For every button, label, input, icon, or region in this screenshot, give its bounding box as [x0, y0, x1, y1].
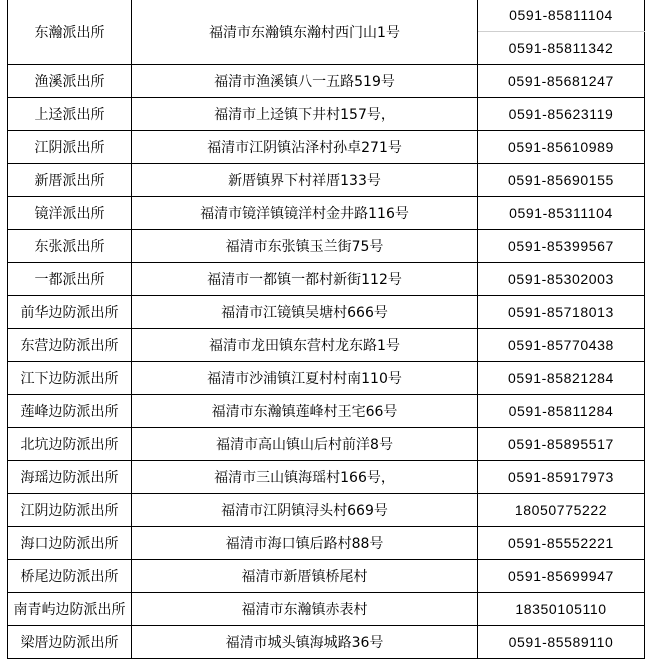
station-phone: 0591-85917973	[478, 461, 645, 494]
station-phone: 0591-85589110	[478, 626, 645, 659]
station-address: 福清市上迳镇下井村157号，	[132, 98, 478, 131]
station-name: 江阴边防派出所	[8, 494, 132, 527]
station-phone: 0591-85690155	[478, 164, 645, 197]
station-name: 东营边防派出所	[8, 329, 132, 362]
table-row	[8, 494, 645, 527]
station-address: 福清市城头镇海城路36号	[132, 626, 478, 659]
station-phone: 0591-85895517	[478, 428, 645, 461]
table-row	[8, 593, 645, 626]
station-phone: 0591-85302003	[478, 263, 645, 296]
station-name: 一都派出所	[8, 263, 132, 296]
station-name: 东瀚派出所	[8, 0, 132, 65]
station-phone: 0591-85811284	[478, 395, 645, 428]
station-phone: 0591-85311104	[478, 197, 645, 230]
station-name: 新厝派出所	[8, 164, 132, 197]
station-phone: 0591-85552221	[478, 527, 645, 560]
station-phone: 0591-85699947	[478, 560, 645, 593]
station-address: 福清市渔溪镇八一五路519号	[132, 65, 478, 98]
table-row	[8, 428, 645, 461]
table-row	[8, 263, 645, 296]
station-name: 南青屿边防派出所	[8, 593, 132, 626]
station-name: 东张派出所	[8, 230, 132, 263]
station-address: 福清市三山镇海瑶村166号，	[132, 461, 478, 494]
table-row	[8, 461, 645, 494]
station-address: 福清市龙田镇东营村龙东路1号	[132, 329, 478, 362]
station-phone: 18050775222	[478, 494, 645, 527]
station-name: 梁厝边防派出所	[8, 626, 132, 659]
station-name: 上迳派出所	[8, 98, 132, 131]
station-address: 福清市镜洋镇镜洋村金井路116号	[132, 197, 478, 230]
station-name: 海口边防派出所	[8, 527, 132, 560]
station-address: 福清市江阴镇浔头村669号	[132, 494, 478, 527]
station-address: 福清市沙浦镇江夏村村南110号	[132, 362, 478, 395]
station-name: 海瑶边防派出所	[8, 461, 132, 494]
station-phone: 0591-85811342	[478, 32, 645, 65]
station-name: 前华边防派出所	[8, 296, 132, 329]
table-body	[8, 0, 645, 659]
station-phone: 0591-85681247	[478, 65, 645, 98]
station-address: 福清市新厝镇桥尾村	[132, 560, 478, 593]
table-row	[8, 296, 645, 329]
station-phone: 0591-85718013	[478, 296, 645, 329]
table-row	[8, 329, 645, 362]
station-phone: 0591-85821284	[478, 362, 645, 395]
station-name: 北坑边防派出所	[8, 428, 132, 461]
table-row	[8, 527, 645, 560]
station-address: 新厝镇界下村祥厝133号	[132, 164, 478, 197]
station-address: 福清市东张镇玉兰街75号	[132, 230, 478, 263]
station-address: 福清市江镜镇吴塘村666号	[132, 296, 478, 329]
station-phone: 0591-85610989	[478, 131, 645, 164]
station-name: 渔溪派出所	[8, 65, 132, 98]
station-name: 江下边防派出所	[8, 362, 132, 395]
station-phone: 0591-85770438	[478, 329, 645, 362]
table-row	[8, 197, 645, 230]
station-address: 福清市东瀚镇莲峰村王宅66号	[132, 395, 478, 428]
station-phone: 0591-85399567	[478, 230, 645, 263]
table-row	[8, 164, 645, 197]
station-name: 桥尾边防派出所	[8, 560, 132, 593]
table-row	[8, 0, 645, 32]
station-phone: 18350105110	[478, 593, 645, 626]
station-address: 福清市高山镇山后村前洋8号	[132, 428, 478, 461]
station-address: 福清市海口镇后路村88号	[132, 527, 478, 560]
station-address: 福清市江阴镇沾泽村孙卓271号	[132, 131, 478, 164]
station-phone: 0591-85623119	[478, 98, 645, 131]
table-row	[8, 395, 645, 428]
table-row	[8, 230, 645, 263]
station-address: 福清市东瀚镇东瀚村西门山1号	[132, 0, 478, 65]
station-address: 福清市一都镇一都村新街112号	[132, 263, 478, 296]
station-phone: 0591-85811104	[478, 0, 645, 32]
table-row	[8, 560, 645, 593]
station-address: 福清市东瀚镇赤表村	[132, 593, 478, 626]
table-row	[8, 98, 645, 131]
station-name: 镜洋派出所	[8, 197, 132, 230]
table-row	[8, 626, 645, 659]
table-row	[8, 131, 645, 164]
table-row	[8, 65, 645, 98]
station-name: 莲峰边防派出所	[8, 395, 132, 428]
police-station-table	[7, 0, 645, 659]
station-name: 江阴派出所	[8, 131, 132, 164]
table-row	[8, 362, 645, 395]
